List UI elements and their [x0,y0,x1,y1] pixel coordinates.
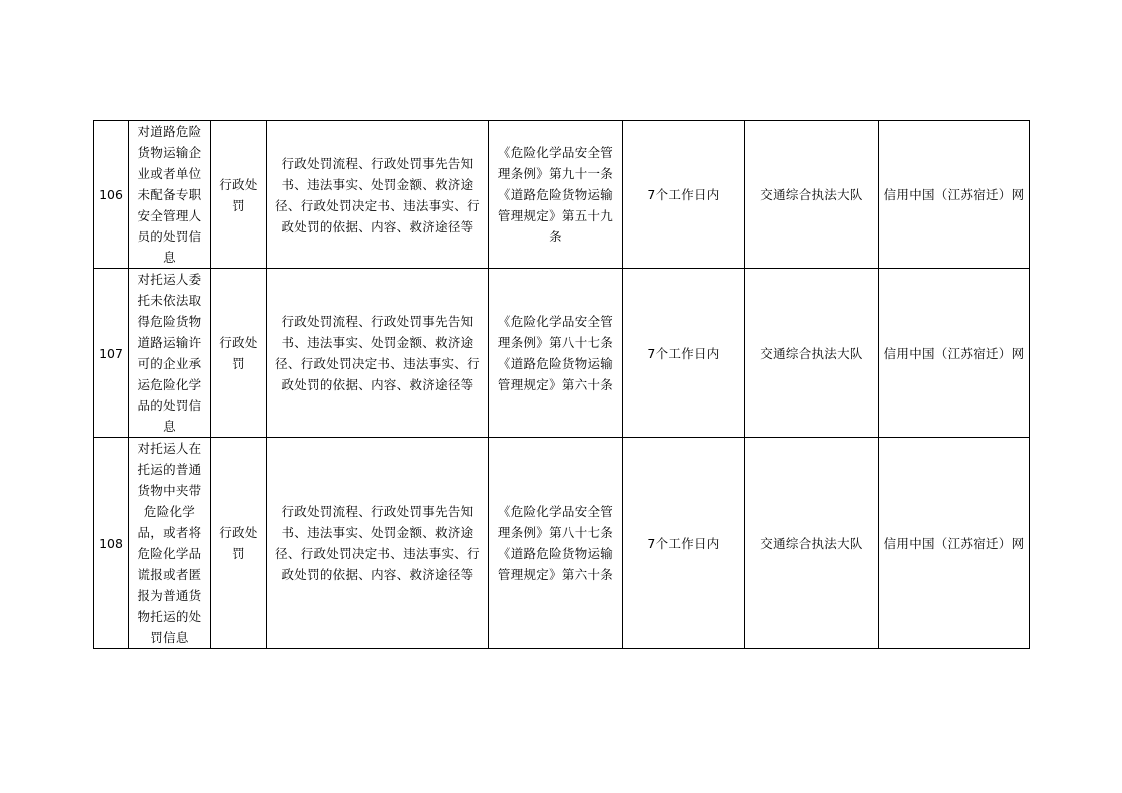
content-cell [267,438,489,649]
category-text: 行政处罚 [219,176,258,213]
content-cell [267,269,489,438]
basis-line: 《危险化学品安全管理条例》第九十一条 [497,145,614,181]
category-text: 行政处罚 [219,525,258,561]
table-row [94,121,1030,269]
item-name-cell [129,121,211,269]
basis-cell [489,269,623,438]
time-limit-cell: 7个工作日内 [623,121,745,269]
basis-line: 《道路危险货物运输管理规定》第六十条 [497,356,614,392]
channel-cell [879,438,1030,649]
content-cell [267,121,489,269]
item-name-cell [129,269,211,438]
item-name-text: 对托运人在托运的普通货物中夹带危险化学品，或者将危险化学品谎报或者匿报为普通货物托运的处罚信息 [137,441,202,645]
channel-cell [879,269,1030,438]
item-name-text: 对托运人委托未依法取得危险货物道路运输许可的企业承运危险化学品的处罚信息 [137,272,202,434]
category-text: 行政处罚 [219,335,258,371]
content-text: 行政处罚流程、行政处罚事先告知书、违法事实、处罚金额、救济途径、行政处罚决定书、违法事实、行政处罚的依据、内容、救济途径等 [275,504,480,582]
category-cell [211,121,267,269]
basis-line: 《道路危险货物运输管理规定》第五十九条 [497,187,614,244]
time-limit-cell: 7个工作日内 [623,438,745,649]
basis-line: 《道路危险货物运输管理规定》第六十条 [497,546,614,582]
disclosure-table [93,120,1030,649]
content-text: 行政处罚流程、行政处罚事先告知书、违法事实、处罚金额、救济途径、行政处罚决定书、违法事实、行政处罚的依据、内容、救济途径等 [275,155,480,234]
seq-cell: 106 [94,121,129,269]
table-row [94,269,1030,438]
seq-cell: 107 [94,269,129,438]
channel-text: 信用中国（江苏宿迁）网 [883,345,1025,361]
basis-cell [489,121,623,269]
table-row [94,438,1030,649]
department-cell: 交通综合执法大队 [745,269,879,438]
item-name-text: 对道路危险货物运输企业或者单位未配备专职安全管理人员的处罚信息 [137,124,202,265]
channel-text: 信用中国（江苏宿迁）网 [883,535,1025,551]
category-cell [211,438,267,649]
channel-text: 信用中国（江苏宿迁）网 [883,187,1025,202]
item-name-cell [129,438,211,649]
time-limit-cell: 7个工作日内 [623,269,745,438]
basis-line: 《危险化学品安全管理条例》第八十七条 [497,504,614,540]
basis-line: 《危险化学品安全管理条例》第八十七条 [497,314,614,350]
department-cell: 交通综合执法大队 [745,121,879,269]
channel-cell [879,121,1030,269]
basis-cell [489,438,623,649]
seq-cell: 108 [94,438,129,649]
content-text: 行政处罚流程、行政处罚事先告知书、违法事实、处罚金额、救济途径、行政处罚决定书、违法事实、行政处罚的依据、内容、救济途径等 [275,314,480,392]
department-cell: 交通综合执法大队 [745,438,879,649]
category-cell [211,269,267,438]
